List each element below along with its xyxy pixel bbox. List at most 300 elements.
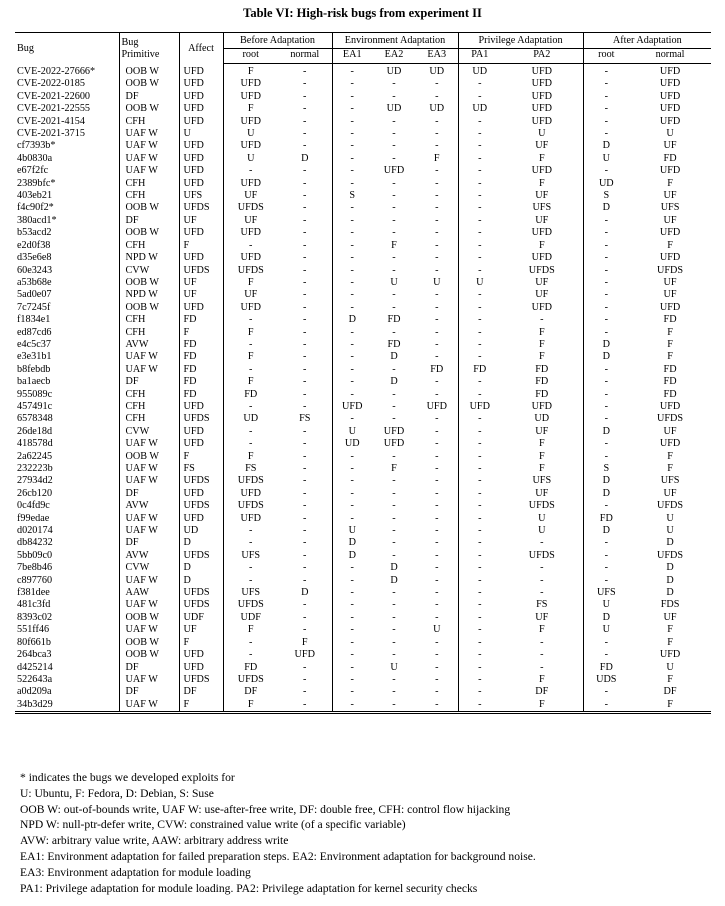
after-root-cell: S xyxy=(583,463,629,475)
pa2-cell: - xyxy=(540,314,544,326)
note-pa1-pa2: PA1: Privilege adaptation for module loading. PA2: Privilege adaptation for kernel security checks xyxy=(20,881,478,895)
before-normal-cell: D xyxy=(301,587,309,599)
pa2-cell: UFDS xyxy=(528,264,555,276)
ea1-cell: - xyxy=(332,488,372,500)
bug-id-cell: 0c4fd9c xyxy=(17,500,50,512)
after-normal-cell: UFS xyxy=(660,202,680,214)
ea1-cell: - xyxy=(332,475,372,487)
after-normal-cell: UFD xyxy=(659,400,681,412)
table-row xyxy=(15,612,711,624)
after-normal-cell: U xyxy=(666,512,674,524)
bug-id-cell: CVE-2022-0185 xyxy=(17,78,85,90)
ea3-cell: - xyxy=(435,90,439,102)
before-adaptation-header: Before Adaptation xyxy=(223,33,332,49)
before-root-cell: U xyxy=(223,153,278,165)
after-normal-cell: F xyxy=(667,636,673,648)
table-row xyxy=(15,302,711,314)
ea3-cell: UFD xyxy=(426,400,447,412)
affect-cell: UFD xyxy=(179,116,223,128)
before-root-cell: UF xyxy=(223,190,278,202)
bug-id-cell: d020174 xyxy=(17,525,53,537)
affect-cell: UFDS xyxy=(179,265,223,277)
ea2-cell: - xyxy=(392,624,396,636)
table-row xyxy=(15,662,711,674)
ea3-cell: - xyxy=(435,487,439,499)
ea2-cell: - xyxy=(392,413,396,425)
primitive-cell: UAF W xyxy=(119,699,179,713)
ea1-cell: - xyxy=(332,64,372,79)
before-normal-cell: - xyxy=(303,400,307,412)
note-primitive-legend-3: AVW: arbitrary value write, AAW: arbitrary address write xyxy=(20,834,289,848)
affect-cell: F xyxy=(179,451,223,463)
after-root-cell: D xyxy=(583,351,629,363)
ea2-cell: - xyxy=(392,636,396,648)
subheader-ea3: EA3 xyxy=(416,48,458,64)
after-root-cell: - xyxy=(583,227,629,239)
ea3-cell: F xyxy=(433,152,440,164)
ea1-cell: - xyxy=(332,612,372,624)
bug-id-cell: d35e6e8 xyxy=(17,252,52,264)
pa1-cell: UD xyxy=(458,64,501,79)
after-normal-cell: D xyxy=(666,562,674,574)
after-normal-cell: UF xyxy=(663,140,677,152)
after-adaptation-header: After Adaptation xyxy=(583,33,711,49)
bug-id-cell: b8febdb xyxy=(17,363,51,375)
pa1-cell: - xyxy=(458,78,501,90)
pa1-cell: UFD xyxy=(458,401,501,413)
before-root-cell: - xyxy=(223,314,278,326)
after-root-cell: - xyxy=(583,128,629,140)
ea3-cell: - xyxy=(435,115,439,127)
primitive-cell: UAF W xyxy=(119,475,179,487)
primitive-cell: CFH xyxy=(119,413,179,425)
primitive-cell: OOB W xyxy=(119,637,179,649)
before-normal-cell: - xyxy=(303,264,307,276)
after-root-cell: FD xyxy=(583,513,629,525)
before-normal-cell: - xyxy=(303,202,307,214)
after-normal-cell: UF xyxy=(663,214,677,226)
table-row xyxy=(15,575,711,587)
affect-cell: FD xyxy=(179,351,223,363)
after-root-cell: - xyxy=(583,376,629,388)
after-normal-cell: UFD xyxy=(659,301,681,313)
ea1-cell: - xyxy=(332,140,372,152)
before-normal-cell: - xyxy=(303,351,307,363)
before-normal-cell: - xyxy=(303,289,307,301)
affect-cell: UFDS xyxy=(179,202,223,214)
bug-id-cell: e67f2fc xyxy=(17,165,49,177)
ea1-cell: - xyxy=(332,252,372,264)
ea2-cell: - xyxy=(392,525,396,537)
ea3-cell: - xyxy=(435,314,439,326)
ea3-cell: - xyxy=(435,686,439,698)
affect-cell: UF xyxy=(179,624,223,636)
table-row xyxy=(15,78,711,90)
ea3-cell: - xyxy=(435,338,439,350)
pa1-cell: UD xyxy=(458,103,501,115)
table-row xyxy=(15,140,711,152)
after-normal-cell: F xyxy=(667,698,673,710)
primitive-cell: DF xyxy=(119,215,179,227)
ea1-cell: - xyxy=(332,327,372,339)
after-root-cell: - xyxy=(583,265,629,277)
table-row xyxy=(15,550,711,562)
table-bottom-rule xyxy=(15,713,711,727)
after-root-cell: - xyxy=(583,91,629,103)
affect-cell: UFDS xyxy=(179,500,223,512)
pa1-cell: - xyxy=(458,674,501,686)
table-row xyxy=(15,64,711,79)
ea2-cell: F xyxy=(391,463,397,474)
after-normal-cell: UFDS xyxy=(657,549,684,561)
pa1-cell: U xyxy=(458,277,501,289)
before-root-cell: F xyxy=(223,327,278,339)
before-root-cell: UFD xyxy=(223,227,278,239)
affect-cell: FD xyxy=(179,314,223,326)
ea1-cell: - xyxy=(332,227,372,239)
ea2-cell: - xyxy=(392,177,396,189)
pa1-cell: - xyxy=(458,252,501,264)
bug-id-cell: 34b3d29 xyxy=(17,698,53,710)
table-row xyxy=(15,525,711,537)
pa2-cell: UFS xyxy=(532,202,552,214)
ea3-cell: - xyxy=(435,500,439,512)
before-normal-cell: - xyxy=(303,475,307,487)
ea2-cell: U xyxy=(390,276,398,288)
affect-cell: UFD xyxy=(179,178,223,190)
pa1-cell: - xyxy=(458,302,501,314)
ea3-cell: - xyxy=(435,562,439,574)
affect-cell: UFDS xyxy=(179,413,223,425)
pa2-cell: UFS xyxy=(532,475,552,487)
after-root-cell: - xyxy=(583,165,629,177)
ea2-cell: D xyxy=(390,574,398,586)
ea2-cell: - xyxy=(392,78,396,90)
primitive-cell: UAF W xyxy=(119,165,179,177)
bug-id-cell: 7be8b46 xyxy=(17,562,53,574)
before-root-cell: FD xyxy=(223,389,278,401)
after-root-cell: - xyxy=(583,314,629,326)
pa2-cell: UF xyxy=(535,190,549,202)
ea1-cell: - xyxy=(332,662,372,674)
after-root-cell: D xyxy=(583,475,629,487)
ea1-cell: - xyxy=(332,265,372,277)
ea2-cell: - xyxy=(392,599,396,611)
before-normal-cell: - xyxy=(303,574,307,586)
pa1-cell: - xyxy=(458,339,501,351)
before-root-cell: UFD xyxy=(223,513,278,525)
ea1-cell: - xyxy=(332,78,372,90)
table-row xyxy=(15,289,711,301)
ea1-cell: - xyxy=(332,91,372,103)
table-row xyxy=(15,128,711,140)
ea3-cell: - xyxy=(435,239,439,251)
pa2-cell: DF xyxy=(535,686,549,698)
primitive-cell: UAF W xyxy=(119,599,179,611)
ea2-cell: - xyxy=(392,115,396,127)
primitive-cell: UAF W xyxy=(119,624,179,636)
ea2-cell: - xyxy=(392,388,396,400)
pa1-cell: - xyxy=(458,686,501,698)
ea1-cell: U xyxy=(332,525,372,537)
affect-cell: UFD xyxy=(179,91,223,103)
after-root-cell: U xyxy=(583,153,629,165)
after-normal-cell: FD xyxy=(663,388,677,400)
affect-cell: UFDS xyxy=(179,599,223,611)
after-root-cell: - xyxy=(583,562,629,574)
after-normal-cell: F xyxy=(667,338,673,350)
after-root-cell: - xyxy=(583,64,629,79)
after-root-cell: FD xyxy=(583,662,629,674)
ea1-cell: - xyxy=(332,103,372,115)
before-root-cell: UF xyxy=(223,289,278,301)
pa2-cell: U xyxy=(538,128,546,140)
before-root-cell: FS xyxy=(223,463,278,475)
affect-cell: UFD xyxy=(179,64,223,79)
after-normal-cell: UFD xyxy=(659,103,681,115)
primitive-cell: CFH xyxy=(119,389,179,401)
pa2-cell: FS xyxy=(536,599,548,611)
before-normal-cell: - xyxy=(303,301,307,313)
bug-id-cell: a53b68e xyxy=(17,276,52,288)
pa2-cell: UFD xyxy=(531,90,552,102)
pa2-cell: F xyxy=(538,326,545,338)
bug-id-cell: cf7393b* xyxy=(17,140,56,152)
primitive-cell: CFH xyxy=(119,190,179,202)
pa2-cell: UF xyxy=(535,140,549,152)
before-root-cell: - xyxy=(223,165,278,177)
before-normal-cell: - xyxy=(303,376,307,388)
table-row xyxy=(15,699,711,713)
ea1-cell: - xyxy=(332,599,372,611)
primitive-column-header xyxy=(119,33,179,64)
after-normal-cell: UFDS xyxy=(657,413,684,425)
table-row xyxy=(15,624,711,636)
ea3-cell: - xyxy=(435,214,439,226)
before-root-cell: - xyxy=(223,240,278,252)
affect-cell: UFDS xyxy=(179,475,223,487)
after-normal-cell: FD xyxy=(663,363,677,375)
ea3-cell: - xyxy=(435,388,439,400)
pa2-cell: F xyxy=(538,177,545,189)
ea2-cell: UD xyxy=(386,103,402,115)
ea1-cell: - xyxy=(332,649,372,661)
table-row xyxy=(15,314,711,326)
pa2-cell: F xyxy=(538,624,545,636)
ea1-cell: - xyxy=(332,202,372,214)
primitive-cell: OOB W xyxy=(119,64,179,79)
table-row xyxy=(15,339,711,351)
table-row xyxy=(15,327,711,339)
before-root-cell: F xyxy=(223,351,278,363)
ea2-cell: - xyxy=(392,214,396,226)
pa1-cell: - xyxy=(458,575,501,587)
affect-cell: U xyxy=(179,128,223,140)
before-normal-cell: - xyxy=(303,140,307,152)
ea3-cell: - xyxy=(435,128,439,140)
after-root-cell: UDS xyxy=(583,674,629,686)
ea2-cell: F xyxy=(391,239,397,251)
primitive-cell: CVW xyxy=(119,426,179,438)
pa2-cell: FD xyxy=(535,388,549,400)
after-root-cell: S xyxy=(583,190,629,202)
ea2-cell: - xyxy=(392,649,396,661)
ea1-cell: - xyxy=(332,587,372,599)
ea3-cell: - xyxy=(435,525,439,537)
primitive-cell: NPD W xyxy=(119,289,179,301)
bug-id-cell: 264bca3 xyxy=(17,649,52,661)
ea3-cell: - xyxy=(435,351,439,363)
ea2-cell: D xyxy=(390,376,398,388)
table-row xyxy=(15,413,711,425)
primitive-cell: AVW xyxy=(119,339,179,351)
table-row xyxy=(15,116,711,128)
table-row xyxy=(15,649,711,661)
after-root-cell: - xyxy=(583,537,629,549)
table-caption: Table VI: High-risk bugs from experiment II xyxy=(243,6,482,20)
table-row xyxy=(15,637,711,649)
ea3-cell: - xyxy=(435,165,439,177)
after-root-cell: D xyxy=(583,488,629,500)
pa2-cell: F xyxy=(538,338,545,350)
pa1-cell: - xyxy=(458,165,501,177)
after-normal-cell: F xyxy=(667,326,673,338)
ea1-cell: - xyxy=(332,351,372,363)
table-row xyxy=(15,351,711,363)
ea1-cell: - xyxy=(332,413,372,425)
subheader-after-root: root xyxy=(583,48,629,64)
affect-cell: UFD xyxy=(179,227,223,239)
before-root-cell: UF xyxy=(223,215,278,227)
pa1-cell: - xyxy=(458,327,501,339)
primitive-cell: AVW xyxy=(119,550,179,562)
pa1-cell: - xyxy=(458,488,501,500)
after-root-cell: - xyxy=(583,401,629,413)
ea2-cell: UFD xyxy=(383,165,405,177)
ea3-cell: - xyxy=(435,463,439,474)
pa2-cell: UFD xyxy=(531,103,552,115)
pa2-cell: - xyxy=(540,574,544,586)
ea2-cell: D xyxy=(390,562,398,574)
after-root-cell: - xyxy=(583,451,629,463)
ea1-cell: - xyxy=(332,513,372,525)
table-row xyxy=(15,475,711,487)
table-row xyxy=(15,240,711,252)
after-normal-cell: FD xyxy=(663,152,677,164)
pa2-cell: - xyxy=(540,649,544,661)
bug-id-cell: 5bb09c0 xyxy=(17,549,53,561)
affect-cell: UFD xyxy=(179,438,223,450)
ea1-cell: UD xyxy=(332,438,372,450)
ea2-cell: - xyxy=(392,500,396,512)
subheader-before-root: root xyxy=(223,48,278,64)
ea3-cell: - xyxy=(435,636,439,648)
pa1-cell: - xyxy=(458,289,501,301)
before-normal-cell: - xyxy=(303,549,307,561)
after-root-cell: - xyxy=(583,686,629,698)
pa1-cell: - xyxy=(458,376,501,388)
after-normal-cell: U xyxy=(666,128,674,140)
pa2-cell: F xyxy=(538,673,545,685)
ea1-cell: - xyxy=(332,500,372,512)
pa2-cell: - xyxy=(540,587,544,599)
bug-id-cell: e4c5c37 xyxy=(17,338,51,350)
pa2-cell: - xyxy=(540,661,544,673)
before-normal-cell: - xyxy=(303,673,307,685)
bug-id-cell: CVE-2021-3715 xyxy=(17,128,85,140)
before-normal-cell: UFD xyxy=(294,649,315,661)
ea3-cell: - xyxy=(435,574,439,586)
before-root-cell: UFS xyxy=(223,550,278,562)
primitive-cell: OOB W xyxy=(119,277,179,289)
primitive-cell: CVW xyxy=(119,562,179,574)
subheader-before-normal: normal xyxy=(278,48,332,64)
bug-id-cell: CVE-2021-22555 xyxy=(17,103,91,115)
before-root-cell: F xyxy=(223,64,278,79)
before-root-cell: UFDS xyxy=(223,202,278,214)
pa1-cell: - xyxy=(458,265,501,277)
header-row-1 xyxy=(15,33,711,49)
before-normal-cell: - xyxy=(303,450,307,462)
primitive-cell: CFH xyxy=(119,178,179,190)
pa1-cell: - xyxy=(458,128,501,140)
pa1-cell: - xyxy=(458,513,501,525)
after-normal-cell: UFD xyxy=(659,115,681,127)
affect-cell: D xyxy=(179,575,223,587)
after-root-cell: - xyxy=(583,699,629,713)
pa2-cell: UF xyxy=(535,276,549,288)
table-row xyxy=(15,103,711,115)
note-primitive-legend-2: NPD W: null-ptr-defer write, CVW: constrained value write (of a specific variable) xyxy=(20,818,406,832)
pa2-cell: F xyxy=(538,152,545,164)
ea3-cell: - xyxy=(435,301,439,313)
before-root-cell: UFD xyxy=(223,488,278,500)
before-normal-cell: - xyxy=(303,214,307,226)
after-normal-cell: U xyxy=(666,661,674,673)
pa2-cell: U xyxy=(538,512,546,524)
table-row xyxy=(15,178,711,190)
ea1-cell: S xyxy=(332,190,372,202)
primitive-header-line-1: Bug xyxy=(121,36,139,48)
ea3-cell: - xyxy=(435,264,439,276)
primitive-cell: CFH xyxy=(119,240,179,252)
ea2-cell: UFD xyxy=(383,438,405,450)
after-normal-cell: F xyxy=(667,177,673,189)
primitive-cell: CVW xyxy=(119,265,179,277)
bug-id-cell: 955089c xyxy=(17,388,53,400)
before-normal-cell: - xyxy=(303,661,307,673)
primitive-cell: UAF W xyxy=(119,575,179,587)
table-row xyxy=(15,438,711,450)
bug-id-cell: f99edae xyxy=(17,512,50,524)
table-row xyxy=(15,537,711,549)
ea1-cell: - xyxy=(332,699,372,713)
before-root-cell: UFD xyxy=(223,78,278,90)
table-row xyxy=(15,599,711,611)
before-normal-cell: - xyxy=(303,326,307,338)
affect-cell: D xyxy=(179,562,223,574)
after-normal-cell: UF xyxy=(663,425,677,437)
bug-id-cell: d425214 xyxy=(17,661,53,673)
pa2-cell: F xyxy=(538,450,545,462)
before-root-cell: F xyxy=(223,624,278,636)
table-notes xyxy=(20,770,710,896)
pa1-cell: - xyxy=(458,537,501,549)
affect-cell: FS xyxy=(179,463,223,475)
before-root-cell: UD xyxy=(223,413,278,425)
ea2-cell: - xyxy=(392,475,396,487)
ea3-cell: - xyxy=(435,78,439,90)
